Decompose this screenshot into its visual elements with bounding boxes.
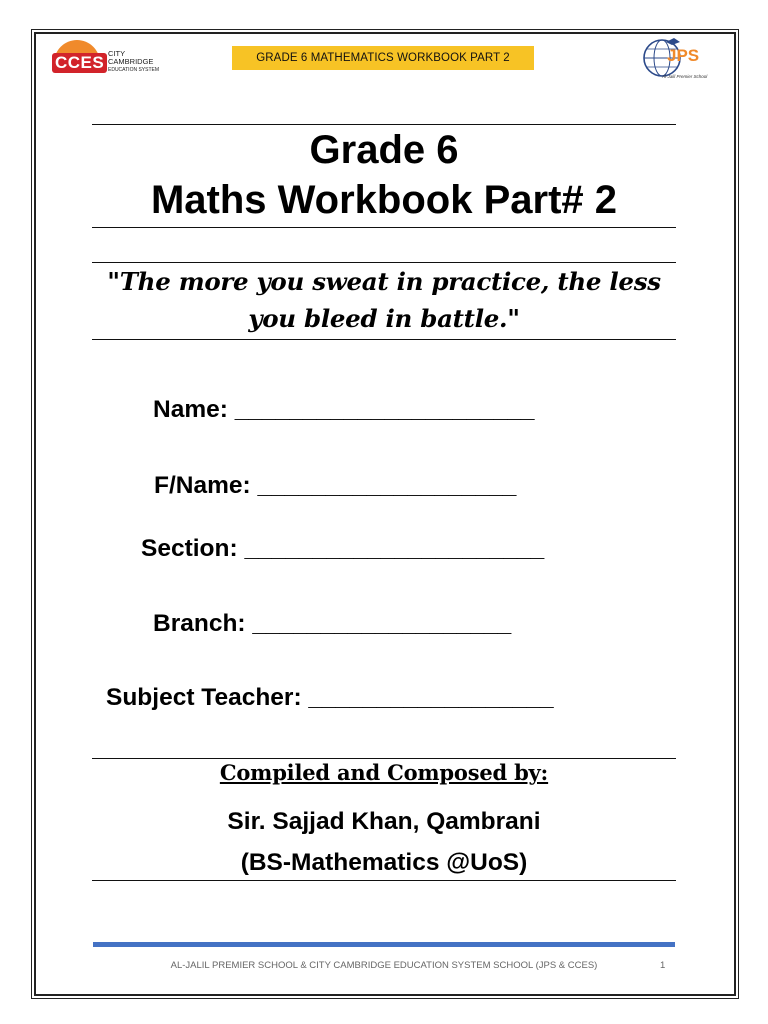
cces-logo-name-line1: CITY [108, 49, 126, 58]
page-number: 1 [660, 960, 666, 971]
compiled-heading: Compiled and Composed by: [219, 760, 549, 785]
name-field: Name: ______________________ [153, 396, 535, 423]
quote-line-2: you bleed in battle." [248, 304, 520, 333]
footer-bar [93, 942, 675, 947]
header-banner: GRADE 6 MATHEMATICS WORKBOOK PART 2 [232, 46, 534, 70]
rule-credits-top [92, 758, 676, 759]
cces-logo-mark: CCES [52, 53, 107, 73]
rule-title-bottom [92, 227, 676, 228]
rule-quote-bottom [92, 339, 676, 340]
author-name: Sir. Sajjad Khan, Qambrani [227, 808, 541, 835]
author-degree: (BS-Mathematics @UoS) [240, 849, 528, 876]
motivational-quote [92, 263, 676, 337]
cces-logo-name-line3: EDUCATION SYSTEM [108, 67, 160, 73]
rule-credits-bottom [92, 880, 676, 881]
subject-teacher-field: Subject Teacher: __________________ [106, 684, 554, 711]
jps-logo-mark: JPS [667, 46, 700, 65]
title-line-2: Maths Workbook Part# 2 [150, 178, 618, 222]
quote-line-1: "The more you sweat in practice, the less [107, 267, 661, 296]
cces-logo [52, 38, 172, 82]
rule-top [92, 124, 676, 125]
title-line-1: Grade 6 [309, 128, 459, 172]
branch-field: Branch: ___________________ [153, 610, 512, 637]
cces-logo-name [108, 50, 159, 74]
cces-logo-name-line2: CAMBRIDGE [108, 57, 154, 66]
jps-logo [640, 36, 708, 84]
jps-logo-name: Al-Jalil Premier School [662, 74, 708, 79]
section-field: Section: ______________________ [141, 535, 545, 562]
footer-text: AL-JALIL PREMIER SCHOOL & CITY CAMBRIDGE EDUCATION SYSTEM SCHOOL (JPS & CCES) [170, 960, 598, 971]
father-name-field: F/Name: ___________________ [154, 472, 517, 499]
